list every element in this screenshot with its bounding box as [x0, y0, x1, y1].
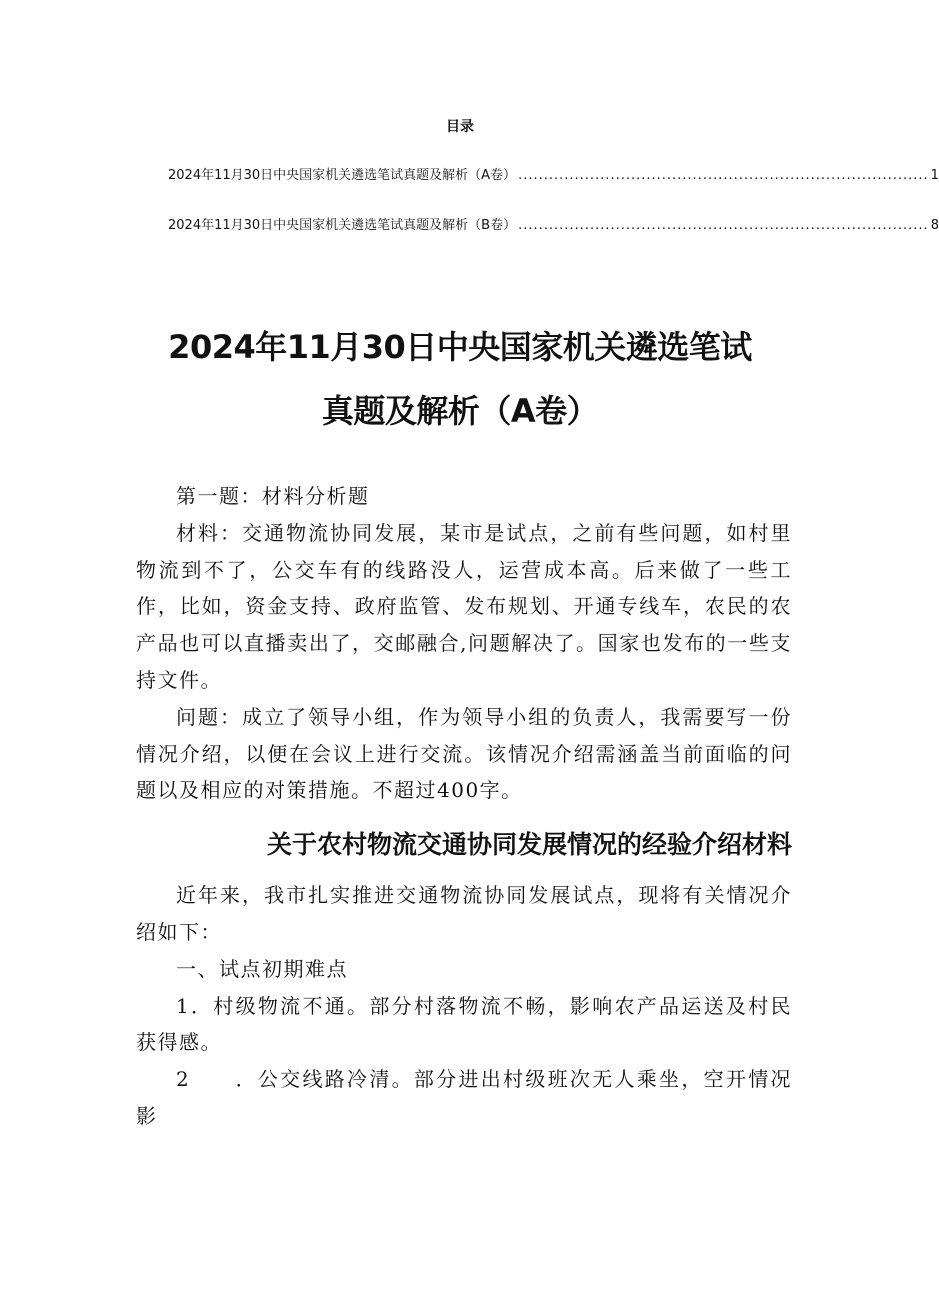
toc-title: 目录: [446, 119, 474, 135]
list-item-2: 2 ．公交线路冷清。部分进出村级班次无人乘坐，空开情况影: [136, 1067, 792, 1128]
material-paragraph: 材料：交通物流协同发展，某市是试点，之前有些问题，如村里物流到不了，公交车有的线路没人，运营成本高。后来做了一些工作，比如，资金支持、政府监管、发布规划、开通专线车，农民的农产品也可以直播卖出了，交邮融合,问题解决了。国家也发布的一些支持文件。: [136, 520, 792, 692]
toc-entry-text: 2024年11月30日中央国家机关遴选笔试真题及解析（A卷）: [168, 168, 517, 183]
document-body: [136, 478, 792, 1135]
list-item-1: 1．村级物流不通。部分村落物流不畅，影响农产品运送及村民获得感。: [136, 993, 792, 1055]
toc-page-number: 1: [930, 168, 939, 183]
toc-entry-a[interactable]: [168, 164, 939, 183]
toc-leader-dots: ................................................................................: [518, 168, 929, 183]
main-title-line-1: 2024年11月30日中央国家机关遴选笔试: [168, 328, 752, 366]
toc-leader-dots: ................................................................................: [518, 218, 929, 233]
toc-page-number: 8: [930, 218, 939, 233]
section-heading-1: 一、试点初期难点: [176, 956, 348, 981]
main-title-line-2: 真题及解析（A卷）: [321, 392, 599, 430]
intro-paragraph: 近年来，我市扎实推进交通物流协同发展试点，现将有关情况介绍如下：: [136, 883, 792, 944]
answer-title: 关于农村物流交通协同发展情况的经验介绍材料: [266, 830, 792, 860]
toc-entry-b[interactable]: [168, 214, 939, 233]
question-paragraph: 问题：成立了领导小组，作为领导小组的负责人，我需要写一份情况介绍，以便在会议上进行交流。该情况介绍需涵盖当前面临的问题以及相应的对策措施。不超过400字。: [136, 704, 792, 803]
question-label: 第一题：材料分析题: [176, 484, 370, 508]
toc-entry-text: 2024年11月30日中央国家机关遴选笔试真题及解析（B卷）: [168, 218, 517, 233]
